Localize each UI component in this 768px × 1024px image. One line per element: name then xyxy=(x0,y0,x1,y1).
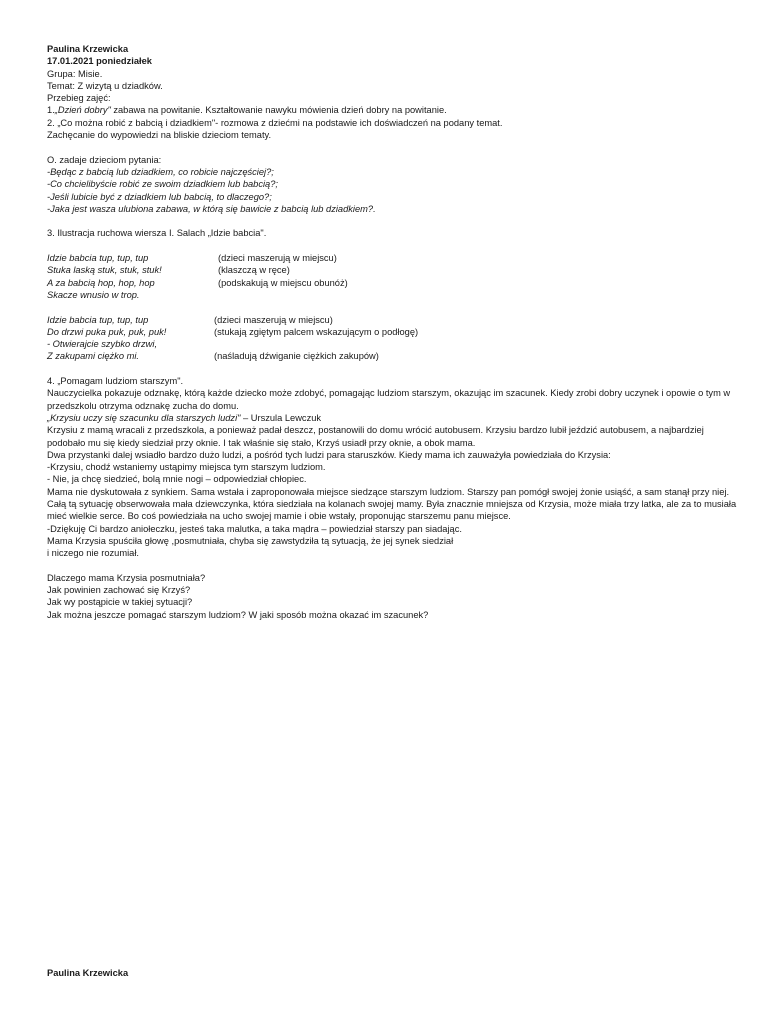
activity-item-2: 2. „Co można robić z babcią i dziadkiem"- rozmowa z dziećmi na podstawie ich doświadczeń na podany temat. xyxy=(47,117,503,128)
story-paragraph: - Nie, ja chcę siedzieć, bolą mnie nogi – odpowiedział chłopiec. xyxy=(47,474,307,485)
story-paragraph: i niczego nie rozumiał. xyxy=(47,548,139,559)
poem-action: (podskakują w miejscu obunóż) xyxy=(218,277,348,288)
poem-verse: - Otwierajcie szybko drzwi, xyxy=(47,339,158,350)
discussion-question: Jak powinien zachować się Krzyś? xyxy=(47,585,191,596)
document-body xyxy=(47,43,737,621)
poem-section-title: 3. Ilustracja ruchowa wiersza I. Salach „Idzie babcia". xyxy=(47,228,267,239)
group-line: Grupa: Misie. xyxy=(47,68,103,79)
poem-action: (dzieci maszerują w miejscu) xyxy=(218,253,337,264)
poem-verse: Do drzwi puka puk, puk, puk! xyxy=(47,326,167,337)
author-name: Paulina Krzewicka xyxy=(47,44,129,54)
activity-item-2-continuation: Zachęcanie do wypowiedzi na bliskie dzieciom tematy. xyxy=(47,130,272,141)
poem-action: (dzieci maszerują w miejscu) xyxy=(214,314,333,325)
poem-line xyxy=(47,264,737,276)
question-item: -Jaka jest wasza ulubiona zabawa, w którą się bawicie z babcią lub dziadkiem?. xyxy=(47,203,376,214)
poem-action: (stukają zgiętym palcem wskazującym o podłogę) xyxy=(214,326,419,337)
poem-line xyxy=(47,326,737,338)
question-item: -Jeśli lubicie być z dziadkiem lub babcią, to dlaczego?; xyxy=(47,191,272,202)
poem-line xyxy=(47,252,737,264)
lesson-date: 17.01.2021 poniedziałek xyxy=(47,56,152,67)
poem-line xyxy=(47,314,737,326)
poem-verse: Stuka laską stuk, stuk, stuk! xyxy=(47,265,162,276)
story-author: – Urszula Lewczuk xyxy=(240,412,322,423)
story-paragraph: -Krzysiu, chodź wstaniemy ustąpimy miejsca tym starszym ludziom. xyxy=(47,462,326,473)
poem-verse: A za babcią hop, hop, hop xyxy=(47,277,155,288)
story-paragraph: Dwa przystanki dalej wsiadło bardzo dużo ludzi, a pośród tych ludzi para staruszków. Kiedy mama ich zauważyła powiedziała do Krzysia: xyxy=(47,449,611,460)
story-title xyxy=(47,412,737,424)
story-paragraph: Mama nie dyskutowała z synkiem. Sama wstała i zaproponowała miejsce siedzące starszym ludziom. Starszy pan pomógł swojej żonie usiąść, a sam stanął przy niej. Całą tą sytuację obserwowała mała dziewczynka, która siedziała na kolanach swojej mamy. Była znacznie mniejsza od Krzysia, może miała trzy latka, ale za to musiała mieć wielkie serce. Bo coś powiedziała na ucho swojej mamie i obie wstały, proponując starszemu panu miejsce. xyxy=(47,486,737,522)
question-item: -Co chcielibyście robić ze swoim dziadkiem lub babcią?; xyxy=(47,179,278,190)
questions-intro: O. zadaje dzieciom pytania: xyxy=(47,154,162,165)
question-item: -Będąc z babcią lub dziadkiem, co robicie najczęściej?; xyxy=(47,166,274,177)
activity-4-intro: Nauczycielka pokazuje odznakę, którą każde dziecko może zdobyć, pomagając ludziom starszym, okazując im szacunek. Kiedy zrobi dobry uczynek i opowie o tym w przedszkolu otrzyma odznakę zucha do domu. xyxy=(47,388,731,411)
poem-action: (naśladują dźwiganie ciężkich zakupów) xyxy=(214,351,379,362)
activity-item-1-text: zabawa na powitanie. Kształtowanie nawyku mówienia dzień dobry na powitanie. xyxy=(110,105,447,116)
story-paragraph: Krzysiu z mamą wracali z przedszkola, a ponieważ padał deszcz, postanowili do domu wrócić autobusem. Krzysiu bardzo lubił jeździć autobusem, a najbardziej podobało mu się kiedy siedział przy oknie. I tak właśnie się stało, Krzyś usiadł przy oknie, a obok mama. xyxy=(47,425,704,448)
poem-action: (klaszczą w ręce) xyxy=(218,265,290,276)
poem-line xyxy=(47,338,737,350)
poem-verse: Z zakupami ciężko mi. xyxy=(47,351,139,362)
footer-author: Paulina Krzewicka xyxy=(47,968,129,978)
story-paragraph: Mama Krzysia spuściła głowę ,posmutniała, chyba się zawstydziła tą sytuacją, że jej synek siedział xyxy=(47,535,454,546)
poem-line xyxy=(47,289,737,301)
poem-line xyxy=(47,350,737,362)
topic-line: Temat: Z wizytą u dziadków. xyxy=(47,80,163,91)
discussion-question: Jak wy postąpicie w takiej sytuacji? xyxy=(47,597,193,608)
discussion-question: Jak można jeszcze pomagać starszym ludziom? W jaki sposób można okazać im szacunek? xyxy=(47,609,429,620)
activity-item-1-quote: „Dzień dobry" xyxy=(54,105,111,116)
course-heading: Przebieg zajęć: xyxy=(47,93,111,104)
activity-4-title: 4. „Pomagam ludziom starszym". xyxy=(47,376,184,387)
poem-verse: Skacze wnusio w trop. xyxy=(47,289,140,300)
discussion-question: Dlaczego mama Krzysia posmutniała? xyxy=(47,572,206,583)
story-paragraph: -Dziękuję Ci bardzo aniołeczku, jesteś taka malutka, a taka mądra – powiedział starszy pan siadając. xyxy=(47,523,462,534)
poem-verse: Idzie babcia tup, tup, tup xyxy=(47,253,149,264)
activity-item-1-number: 1. xyxy=(47,105,55,116)
activity-item-1 xyxy=(47,104,737,116)
poem-verse: Idzie babcia tup, tup, tup xyxy=(47,314,149,325)
story-title-text: „Krzysiu uczy się szacunku dla starszych ludzi" xyxy=(47,412,241,423)
poem-line xyxy=(47,277,737,289)
